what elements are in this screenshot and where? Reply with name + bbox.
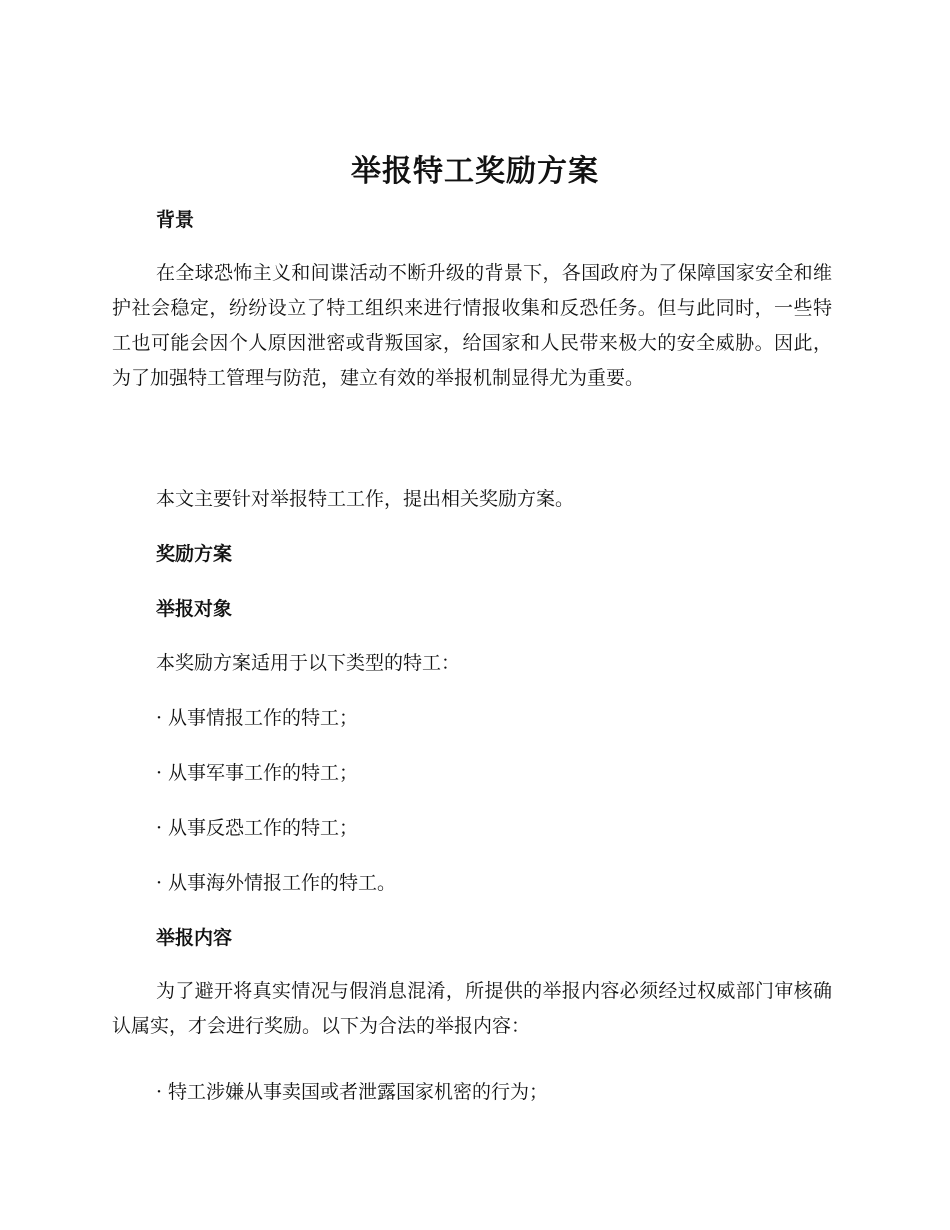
paragraph-background: 在全球恐怖主义和间谍活动不断升级的背景下，各国政府为了保障国家安全和维护社会稳定，纷纷设立了特工组织来进行情报收集和反恐任务。但与此同时，一些特工也可能会因个人原因泄密或背叛国家，给国家和人民带来极大的安全威胁。因此，为了加强特工管理与防范，建立有效的举报机制显得尤为重要。: [112, 262, 832, 389]
bullet-icon: ·: [156, 762, 163, 784]
bullet-icon: ·: [156, 707, 163, 729]
heading-report-targets: 举报对象: [156, 598, 233, 620]
paragraph-report-content: 为了避开将真实情况与假消息混淆，所提供的举报内容必须经过权威部门审核确认属实，才会进行奖励。以下为合法的举报内容：: [112, 980, 832, 1037]
list-item: [156, 1077, 548, 1107]
list-item-text: 从事情报工作的特工；: [168, 707, 359, 729]
list-item-text: 从事海外情报工作的特工。: [168, 872, 397, 894]
targets-intro: 本奖励方案适用于以下类型的特工：: [156, 652, 461, 674]
heading-reward-plan: 奖励方案: [156, 543, 233, 565]
document-title: 举报特工奖励方案: [351, 154, 599, 189]
bullet-icon: ·: [156, 817, 163, 839]
bullet-icon: ·: [156, 872, 163, 894]
list-item: [156, 868, 396, 898]
list-item: [156, 813, 358, 843]
heading-report-content: 举报内容: [156, 927, 233, 949]
list-item-text: 从事反恐工作的特工；: [168, 817, 359, 839]
list-item-text: 特工涉嫌从事卖国或者泄露国家机密的行为；: [168, 1081, 549, 1103]
list-item-text: 从事军事工作的特工；: [168, 762, 359, 784]
paragraph-intro: 本文主要针对举报特工工作，提出相关奖励方案。: [156, 488, 575, 510]
bullet-icon: ·: [156, 1081, 163, 1103]
list-item: [156, 758, 358, 788]
heading-background: 背景: [156, 209, 195, 231]
list-item: [156, 703, 358, 733]
